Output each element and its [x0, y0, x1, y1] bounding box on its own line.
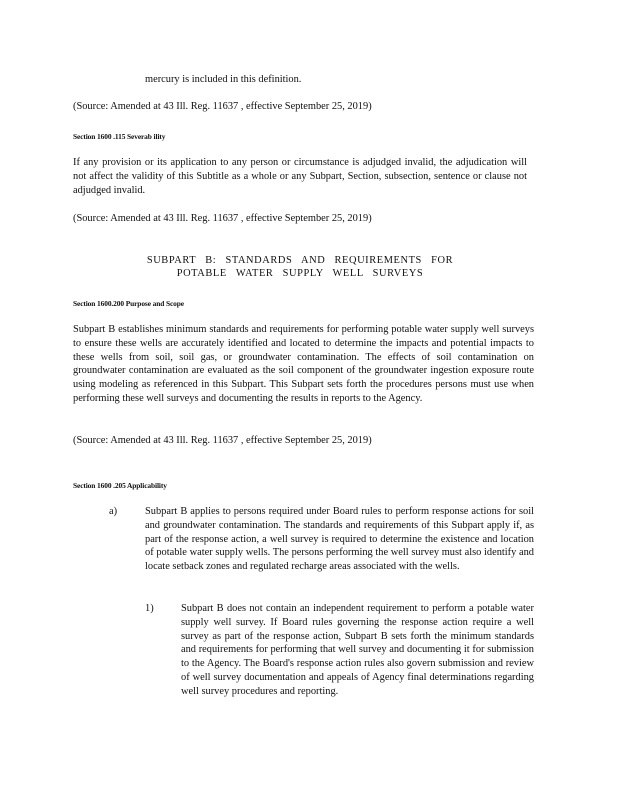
section-heading-1600-205: Section 1600 .205 Applicability — [73, 481, 167, 490]
paragraph-severability: If any provision or its application to any person or circumstance is adjudged invalid, the adjudication will not affect the validity of this Subtitle as a whole or any Subpart, Section, subsection, sentence or clause not adjudged invalid. — [73, 157, 527, 196]
section-heading-1600-200: Section 1600.200 Purpose and Scope — [73, 299, 184, 308]
list-item-label-a: a) — [109, 506, 118, 517]
subpart-b-title-line-1: SUBPART B: STANDARDS AND REQUIREMENTS FOR — [146, 255, 454, 266]
subpart-b-title-line-2: POTABLE WATER SUPPLY WELL SURVEYS — [176, 268, 424, 279]
list-item-1-text: Subpart B does not contain an independent requirement to perform a potable water supply well survey. If Board rules governing the response action require a well survey as part of the response action, Subpart B sets forth the minimum standards and requirements for performing that well survey and documenting it for submission to the Agency. The Board's response action rules also govern submission and review of well survey documentation and appeals of Agency final determinations regarding well survey procedures and reporting. — [181, 603, 534, 697]
source-note: (Source: Amended at 43 Ill. Reg. 11637 , effective September 25, 2019) — [73, 101, 372, 112]
source-note: (Source: Amended at 43 Ill. Reg. 11637 , effective September 25, 2019) — [73, 213, 372, 224]
list-item-label-1: 1) — [145, 603, 154, 614]
paragraph-purpose-and-scope: Subpart B establishes minimum standards and requirements for performing potable water supply well surveys to ensure these wells are accurately identified and located to determine the impacts and potential impacts to these wells from soil, soil gas, or groundwater contamination. The effects of soil contamination on groundwater contamination are evaluated as the soil component of the groundwater ingestion exposure route using modeling as referenced in this Subpart. This Subpart sets forth the procedures persons must use when performing these well surveys and documenting the results in reports to the Agency. — [73, 324, 534, 404]
paragraph-mercury-definition: mercury is included in this definition. — [145, 74, 302, 85]
list-item-a-text: Subpart B applies to persons required under Board rules to perform response actions for soil and groundwater contamination. The standards and requirements of this Subpart apply if, as part of the response action, a well survey is required to determine the existence and location of potable water supply wells. The persons performing the well survey must also identify and locate setback zones and regulated recharge areas associated with the wells. — [145, 506, 534, 573]
source-note: (Source: Amended at 43 Ill. Reg. 11637 , effective September 25, 2019) — [73, 435, 372, 446]
section-heading-1600-115: Section 1600 .115 Severab ility — [73, 132, 166, 141]
